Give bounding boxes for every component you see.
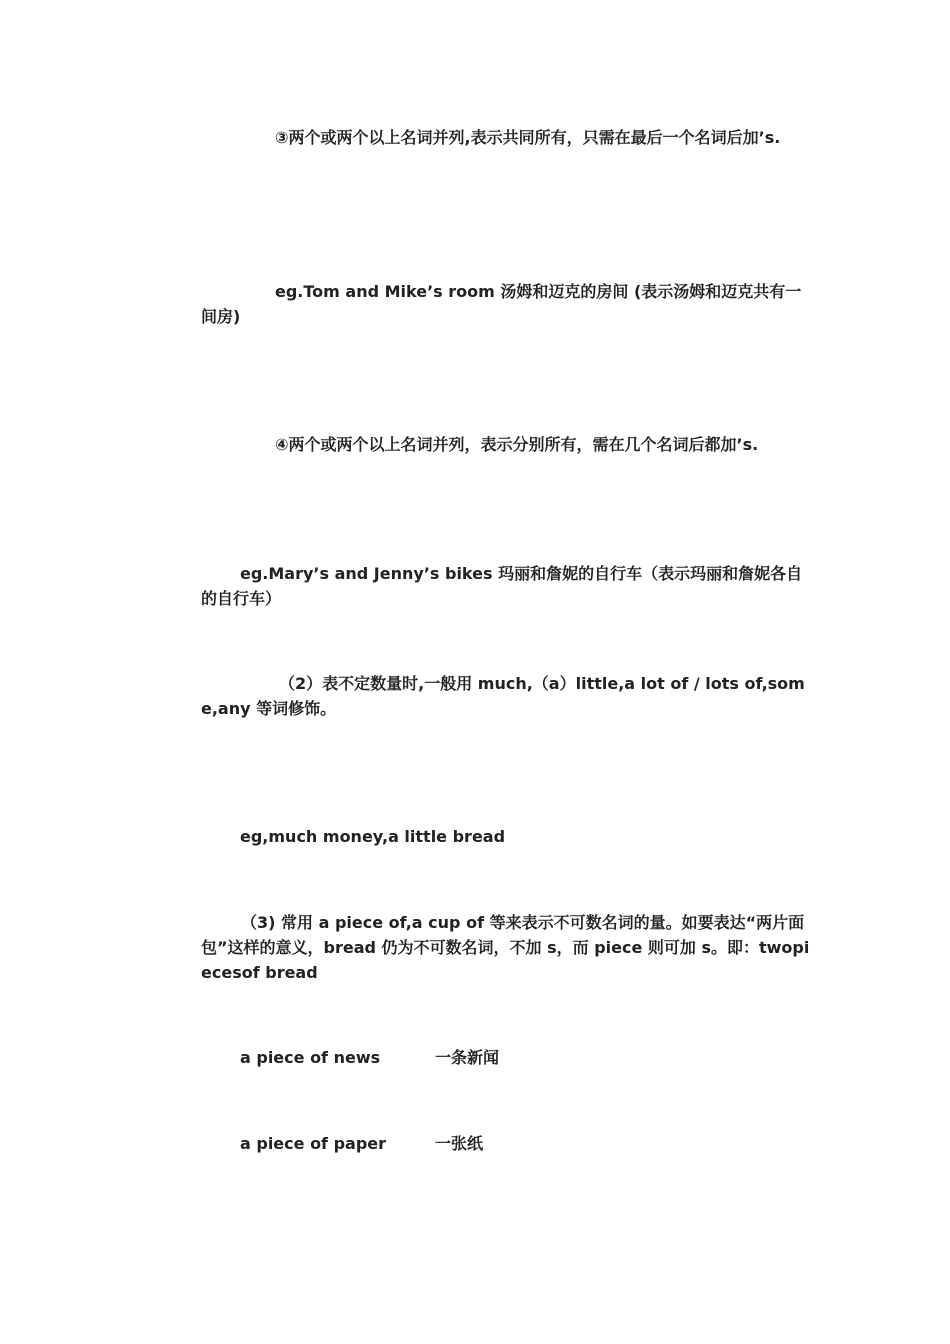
rule-separate-possession: ④两个或两个以上名词并列，表示分别所有，需在几个名词后都加’s. — [275, 435, 759, 454]
example-english: a piece of news — [240, 1048, 381, 1067]
example-joint-possession: eg.Tom and Mike’s room 汤姆和迈克的房间 (表示汤姆和迈克共有一间房) — [201, 282, 802, 326]
example-indefinite-quantity: eg,much money,a little bread — [240, 827, 506, 846]
example-item — [240, 1045, 499, 1070]
example-english: a piece of paper — [240, 1134, 387, 1153]
rule-measure-words: （3) 常用 a piece of,a cup of 等来表示不可数名词的量。如要表达“两片面包”这样的意义，bread 仍为不可数名词，不加 s，而 piece 则可加 s。即：twopiecesof bread — [201, 913, 810, 982]
example-chinese: 一张纸 — [435, 1134, 484, 1153]
example-chinese: 一条新闻 — [435, 1048, 500, 1067]
rule-indefinite-quantity: （2）表不定数量时,一般用 much,（a）little,a lot of / lots of,some,any 等词修饰。 — [201, 674, 805, 718]
rule-joint-possession: ③两个或两个以上名词并列,表示共同所有，只需在最后一个名词后加’s. — [275, 128, 781, 147]
example-item — [240, 1131, 483, 1156]
example-separate-possession: eg.Mary’s and Jenny’s bikes 玛丽和詹妮的自行车（表示玛丽和詹妮各自的自行车） — [201, 564, 803, 608]
